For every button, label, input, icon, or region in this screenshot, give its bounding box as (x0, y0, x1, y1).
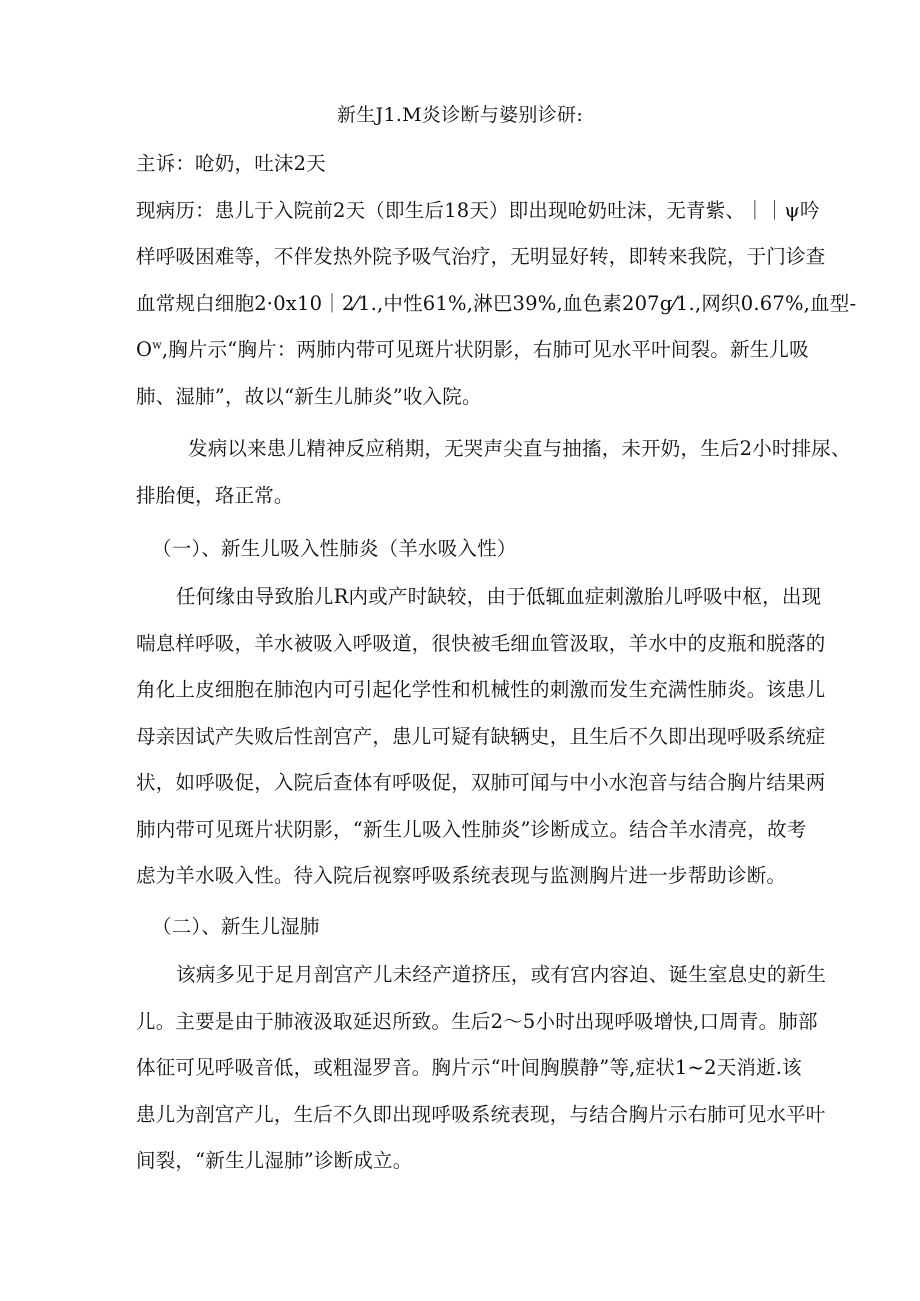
section-2-line: 体征可见呼吸音低，或粗湿罗音。胸片示“叶间胸膜静”等,症状1~2天消逝.该 (136, 1056, 802, 1079)
section-1-heading: （一）、新生儿吸入性肺炎（羊水吸入性） (152, 537, 517, 560)
section-2-heading: （二）、新生儿湿肺 (152, 915, 320, 938)
section-1-line: 状，如呼吸促，入院后查体有呼吸促，双肺可闻与中小水泡音与结合胸片结果两 (136, 771, 826, 794)
onset-line: 发病以来患儿精神反应稍期，无哭声尖直与抽搐，未开奶，生后2小时排尿、 (188, 437, 851, 460)
blood-type-value: O (136, 338, 153, 361)
section-2-line: 该病多见于足月剖宫产儿未经产道挤压，或有宫内容迫、诞生室息史的新生 (176, 963, 827, 986)
blood-type-superscript: w (152, 338, 162, 352)
history-line-with-superscript (136, 335, 809, 365)
chief-complaint: 主诉：呛奶，吐沫2天 (136, 152, 326, 175)
history-line: 肺、湿肺”，故以“新生儿肺炎”收入院。 (136, 385, 482, 408)
section-1-line: 肺内带可见斑片状阴影，“新生儿吸入性肺炎”诊断成立。结合羊水清亮，故考 (136, 818, 807, 841)
onset-line: 排胎便，珞正常。 (136, 484, 294, 507)
section-1-line: 虑为羊水吸入性。待入院后视察呼吸系统表现与监测胸片进一步帮助诊断。 (136, 864, 787, 887)
section-2-line: 间裂，“新生儿湿肺”诊断成立。 (136, 1149, 413, 1172)
section-2-line: 患儿为剖宫产儿，生后不久即出现呼吸系统表现，与结合胸片示右肺可见水平叶 (136, 1103, 826, 1126)
history-line: 现病历：患儿于入院前2天（即生后18天）即出现呛奶吐沫，无青紫、｜｜ψ吟 (136, 199, 820, 222)
history-text: ,胸片示“胸片：两肺内带可见斑片状阴影，右肺可见水平叶间裂。新生儿吸 (161, 338, 809, 361)
history-line: 样呼吸困难等，不伴发热外院予吸气治疗，无明显好转，即转来我院，于门诊查 (136, 245, 826, 268)
section-1-line: 母亲因试产失败后性剖宫产，患儿可疑有缺辆史，且生后不久即出现呼吸系统症 (136, 725, 826, 748)
section-1-line: 角化上皮细胞在肺泡内可引起化学性和机械性的刺激而发生充满性肺炎。该患儿 (136, 678, 826, 701)
section-2-line: 儿。主要是由于肺液汲取延迟所致。生后2～5小时出现呼吸增快,口周青。肺部 (136, 1010, 818, 1033)
section-1-line: 任何缘由导致胎儿R内或产时缺较，由于低辄血症刺激胎儿呼吸中枢，出现 (176, 585, 822, 608)
history-line: 血常规白细胞2·0x10｜2⁄1.,中性61%,淋巴39%,血色素207g⁄1.,网织0.67%,血型- (136, 292, 857, 315)
document-title: 新生J1.M炎诊断与婆别诊研: (336, 104, 584, 126)
section-1-line: 喘息样呼吸，羊水被吸入呼吸道，很快被毛细血管汲取，羊水中的皮瓶和脱落的 (136, 632, 826, 655)
